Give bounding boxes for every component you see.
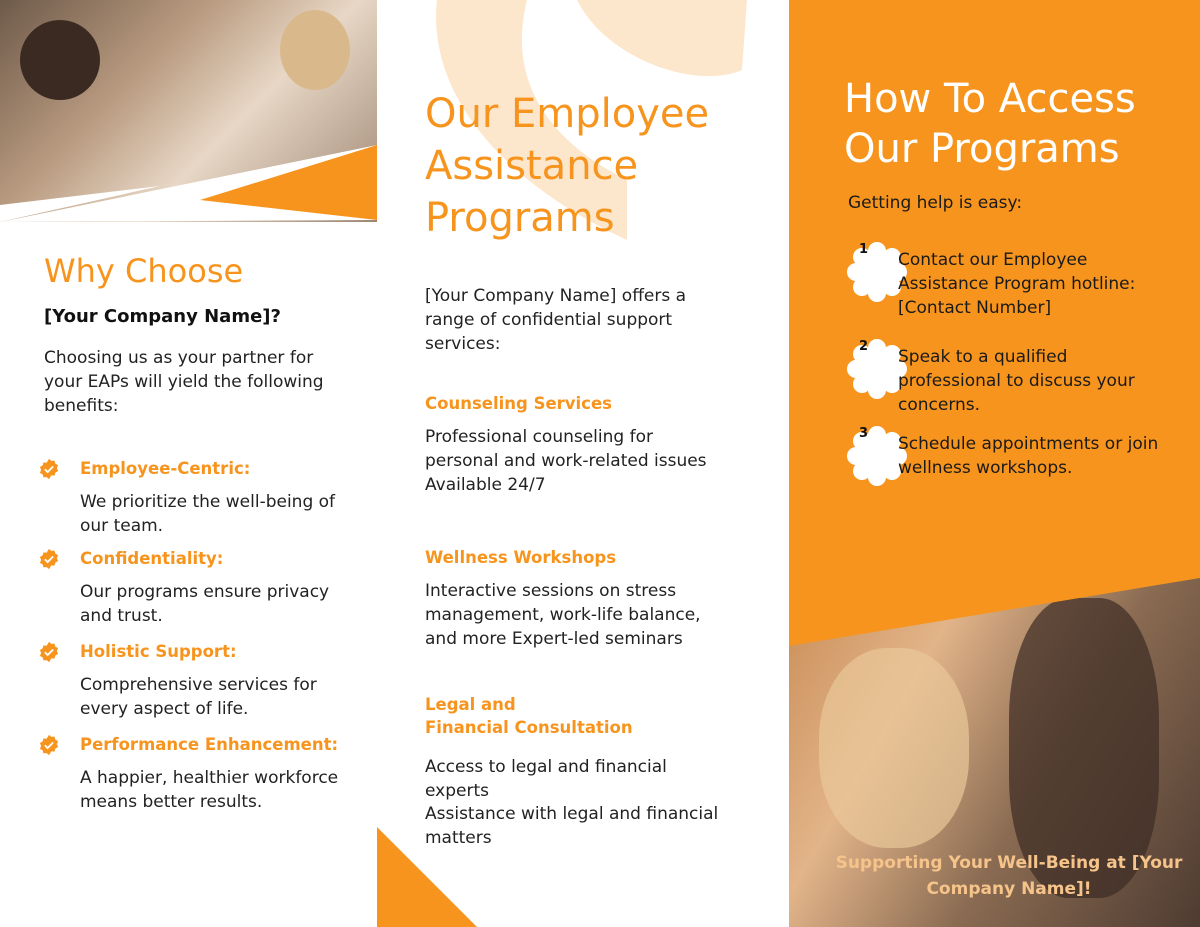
why-choose-title: Why Choose <box>44 252 244 290</box>
benefit-title: Holistic Support: <box>80 642 237 661</box>
step-number: 3 <box>859 426 869 441</box>
panel-programs <box>377 0 789 927</box>
panel-why-choose <box>0 0 377 927</box>
why-choose-company: [Your Company Name]? <box>44 306 281 327</box>
panel-how-to-access <box>789 0 1200 927</box>
service-title: Wellness Workshops <box>425 548 617 567</box>
verified-badge-icon <box>38 641 60 663</box>
benefit-text: Comprehensive services for every aspect of life. <box>80 675 317 719</box>
how-to-access-title: How To Access Our Programs <box>844 76 1136 172</box>
step-text: Schedule appointments or join wellness workshops. <box>898 434 1159 478</box>
photo-person-left <box>819 648 969 848</box>
benefit-text: A happier, healthier workforce means better results. <box>80 768 339 812</box>
benefit-text: Our programs ensure privacy and trust. <box>80 582 330 626</box>
step-text: Contact our Employee Assistance Program hotline: [Contact Number] <box>898 250 1136 318</box>
footer-tagline: Supporting Your Well-Being at [Your Company Name]! <box>835 853 1183 899</box>
photo-corner-shapes <box>0 0 377 240</box>
service-text-line1: Access to legal and financial experts <box>425 757 667 801</box>
service-text-line2: Assistance with legal and financial matters <box>425 804 719 848</box>
service-text: Interactive sessions on stress management, work-life balance, and more Expert-led seminars <box>425 581 701 649</box>
benefit-text: We prioritize the well-being of our team. <box>80 492 336 536</box>
benefit-title: Performance Enhancement: <box>80 735 339 754</box>
why-choose-intro: Choosing us as your partner for your EAPs will yield the following benefits: <box>44 348 324 416</box>
step-text: Speak to a qualified professional to discuss your concerns. <box>898 347 1135 415</box>
service-title-line1: Legal and <box>425 695 516 714</box>
verified-badge-icon <box>38 734 60 756</box>
verified-badge-icon <box>38 548 60 570</box>
benefit-title: Employee-Centric: <box>80 459 251 478</box>
corner-triangle <box>377 827 497 927</box>
photo-diagonal-mask <box>789 560 1200 660</box>
benefit-title: Confidentiality: <box>80 549 224 568</box>
programs-intro: [Your Company Name] offers a range of confidential support services: <box>425 286 687 354</box>
service-title-line2: Financial Consultation <box>425 718 633 737</box>
programs-title: Our Employee Assistance Programs <box>425 91 710 241</box>
step-number: 1 <box>859 242 869 257</box>
getting-help-text: Getting help is easy: <box>848 193 1023 213</box>
service-text: Professional counseling for personal and work-related issues Available 24/7 <box>425 427 707 495</box>
verified-badge-icon <box>38 458 60 480</box>
service-title: Counseling Services <box>425 394 612 413</box>
step-number: 2 <box>859 339 869 354</box>
